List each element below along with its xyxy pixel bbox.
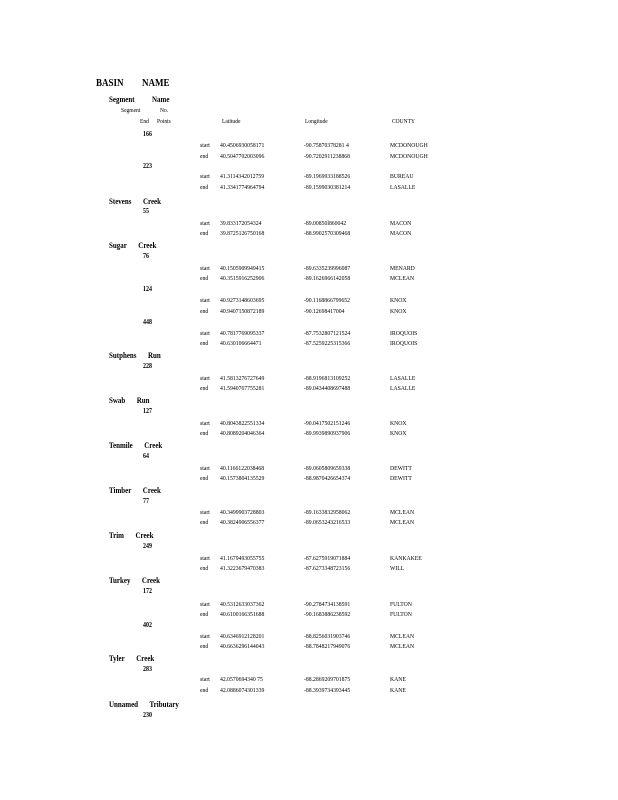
stream-type-word: Run <box>136 395 150 405</box>
longitude-value: -90.1683886238592 <box>304 611 351 618</box>
end-point-label: start <box>200 173 210 180</box>
longitude-value: -89.0653243216533 <box>304 519 351 526</box>
end-point-label: start <box>200 220 210 227</box>
stream-name <box>109 576 160 585</box>
no-label: No. <box>160 107 169 114</box>
longitude-value: -87.6275919071884 <box>304 555 351 562</box>
latitude-value: 40.1166122038468 <box>220 465 265 472</box>
stream-name-word: Turkey <box>109 575 131 585</box>
county-value: MENARD <box>390 265 415 272</box>
end-point-label: start <box>200 601 210 608</box>
county-value: KANKAKEE <box>390 555 422 562</box>
basin-header <box>96 78 124 89</box>
end-point-label: start <box>200 330 210 337</box>
county-value: KNOX <box>390 420 407 427</box>
county-value: LASALLE <box>390 184 416 191</box>
segment-label: Segment <box>109 94 135 104</box>
name-label: NAME <box>142 77 170 89</box>
segment-number: 77 <box>143 497 149 505</box>
longitude-value: -88.9902570309468 <box>304 230 351 237</box>
county-value: MCLEAN <box>390 275 415 282</box>
latitude-value: 42.0886074301339 <box>220 687 265 694</box>
latitude-value: 40.3824906556377 <box>220 519 265 526</box>
segment-name-header <box>152 95 169 104</box>
county-value: KANE <box>390 687 406 694</box>
segment-no-label: Segment <box>121 107 141 114</box>
stream-name <box>109 531 154 540</box>
end-label: End <box>140 118 149 125</box>
county-value: DEWITT <box>390 475 412 482</box>
longitude-value: -88.9870426654374 <box>304 475 351 482</box>
segment-number: 230 <box>143 711 152 719</box>
county-value: MCDONOUGH <box>390 142 428 149</box>
longitude-label: Longitude <box>305 118 328 125</box>
county-label: COUNTY <box>392 118 416 125</box>
stream-name <box>109 241 156 250</box>
segment-number: 166 <box>143 130 152 138</box>
segment-header <box>109 95 135 104</box>
county-value: KNOX <box>390 430 407 437</box>
segment-number: 402 <box>143 621 152 629</box>
stream-name-word: Sugar <box>109 240 127 250</box>
end-point-label: end <box>200 308 209 315</box>
stream-name-word: Tenmile <box>109 440 133 450</box>
stream-name-word: Unnamed <box>109 699 139 709</box>
stream-name <box>109 441 162 450</box>
longitude-value: -88.2869209701875 <box>304 676 351 683</box>
name-header <box>142 78 170 89</box>
longitude-value: -89.1969933188526 <box>304 173 351 180</box>
longitude-value: -87.7532807121524 <box>304 330 351 337</box>
stream-type-word: Creek <box>135 530 154 540</box>
latitude-value: 39.8725126750168 <box>220 230 265 237</box>
latitude-value: 40.6100166351688 <box>220 611 265 618</box>
latitude-value: 40.3515916252906 <box>220 275 265 282</box>
latitude-value: 40.9407150872189 <box>220 308 265 315</box>
points-header <box>157 119 171 126</box>
latitude-value: 41.3341774964794 <box>220 184 265 191</box>
county-value: KNOX <box>390 297 407 304</box>
latitude-value: 41.1679493055755 <box>220 555 265 562</box>
longitude-value: -89.0605809659338 <box>304 465 351 472</box>
stream-type-word: Creek <box>136 653 155 663</box>
stream-name-word: Timber <box>109 485 132 495</box>
end-point-label: end <box>200 184 209 191</box>
stream-type-word: Run <box>148 350 161 360</box>
county-value: IROQUOIS <box>390 340 418 347</box>
end-point-label: start <box>200 297 210 304</box>
longitude-value: -89.1633832958062 <box>304 509 351 516</box>
segment-number: 228 <box>143 362 152 370</box>
stream-type-word: Creek <box>141 575 160 585</box>
stream-type-word: Creek <box>138 240 157 250</box>
longitude-value: -90.7202911238868 <box>304 153 351 160</box>
points-label: Points <box>157 118 171 125</box>
end-point-label: end <box>200 385 209 392</box>
latitude-value: 40.8043822551334 <box>220 420 265 427</box>
end-point-label: start <box>200 142 210 149</box>
longitude-value: -87.5259225315366 <box>304 340 351 347</box>
end-point-label: start <box>200 375 210 382</box>
segment-number: 172 <box>143 587 152 595</box>
county-value: BUREAU <box>390 173 414 180</box>
county-value: MCLEAN <box>390 509 415 516</box>
stream-name-word: Sutphens <box>109 350 137 360</box>
county-value: LASALLE <box>390 375 416 382</box>
latitude-value: 41.3114342012759 <box>220 173 265 180</box>
end-point-label: end <box>200 643 209 650</box>
segment-number: 127 <box>143 407 152 415</box>
stream-type-word: Creek <box>142 485 161 495</box>
segment-name-label: Name <box>152 94 170 104</box>
end-point-label: start <box>200 676 210 683</box>
latitude-value: 40.5312633037362 <box>220 601 265 608</box>
segment-number: 64 <box>143 452 149 460</box>
longitude-value: -89.1626966142058 <box>304 275 351 282</box>
longitude-value: -89.1599030381214 <box>304 184 351 191</box>
stream-type-word: Creek <box>142 196 162 206</box>
county-value: DEWITT <box>390 465 412 472</box>
end-point-label: end <box>200 565 209 572</box>
county-value: KNOX <box>390 308 407 315</box>
latitude-value: 40.4506930058171 <box>220 142 265 149</box>
county-value: FULTON <box>390 611 412 618</box>
latitude-value: 42.0570694340 75 <box>220 676 263 683</box>
longitude-value: -88.8256031903746 <box>304 633 351 640</box>
longitude-value: -90.0417502151246 <box>304 420 351 427</box>
segment-number: 124 <box>143 285 152 293</box>
end-point-label: end <box>200 475 209 482</box>
end-point-label: start <box>200 420 210 427</box>
latitude-value: 40.8089204046364 <box>220 430 265 437</box>
stream-name-word: Tyler <box>109 653 125 663</box>
latitude-value: 41.5940767755281 <box>220 385 265 392</box>
no-header <box>160 108 168 115</box>
segment-number: 55 <box>143 207 149 215</box>
county-value: MCLEAN <box>390 519 415 526</box>
end-point-label: start <box>200 555 210 562</box>
stream-type-word: Tributary <box>149 699 179 709</box>
segment-number: 76 <box>143 252 149 260</box>
county-value: MCLEAN <box>390 633 415 640</box>
stream-name <box>109 197 161 206</box>
latitude-value: 39.833172054324 <box>220 220 262 227</box>
end-point-label: end <box>200 340 209 347</box>
county-value: IROQUOIS <box>390 330 418 337</box>
segment-number: 223 <box>143 162 152 170</box>
longitude-value: -90.2784734138591 <box>304 601 351 608</box>
longitude-value: -89.6335239996087 <box>304 265 351 272</box>
end-point-label: end <box>200 687 209 694</box>
stream-name <box>109 351 161 360</box>
longitude-value: -87.6273348723156 <box>304 565 351 572</box>
latitude-value: 40.5047702003096 <box>220 153 265 160</box>
longitude-value: -90.75870378281 4 <box>304 142 349 149</box>
longitude-value: -90.12698417004 <box>304 308 345 315</box>
basin-label: BASIN <box>96 77 124 89</box>
longitude-value: -88.9196813109252 <box>304 375 351 382</box>
county-value: MCLEAN <box>390 643 415 650</box>
end-point-label: start <box>200 633 210 640</box>
stream-type-word: Creek <box>144 440 163 450</box>
latitude-value: 40.6346912128201 <box>220 633 265 640</box>
latitude-value: 41.5813276727649 <box>220 375 265 382</box>
latitude-value: 40.6636296144043 <box>220 643 265 650</box>
end-point-label: start <box>200 265 210 272</box>
end-point-label: end <box>200 153 209 160</box>
end-point-label: end <box>200 519 209 526</box>
latitude-value: 40.3499903728803 <box>220 509 265 516</box>
longitude-value: -88.3939734393445 <box>304 687 351 694</box>
latitude-value: 40.7817769095337 <box>220 330 265 337</box>
end-header <box>140 119 149 126</box>
end-point-label: end <box>200 275 209 282</box>
county-value: WILL <box>390 565 405 572</box>
stream-name <box>109 396 150 405</box>
county-header <box>392 119 415 126</box>
stream-name-word: Trim <box>109 530 124 540</box>
end-point-label: start <box>200 509 210 516</box>
latitude-label: Latitude <box>222 118 241 125</box>
stream-name <box>109 486 161 495</box>
segment-no-header <box>121 108 140 115</box>
longitude-value: -89.00850l860042 <box>304 220 347 227</box>
latitude-value: 40.1573804135529 <box>220 475 265 482</box>
longitude-value: -89.9939890937906 <box>304 430 351 437</box>
end-point-label: start <box>200 465 210 472</box>
county-value: MACON <box>390 220 412 227</box>
county-value: FULTON <box>390 601 412 608</box>
stream-name-word: Stevens <box>109 196 132 206</box>
stream-name <box>109 700 179 709</box>
latitude-value: 40.630106664471 <box>220 340 262 347</box>
stream-name-word: Swab <box>109 395 126 405</box>
county-value: LASALLE <box>390 385 416 392</box>
end-point-label: end <box>200 611 209 618</box>
latitude-value: 40.1505909949415 <box>220 265 265 272</box>
segment-number: 448 <box>143 318 152 326</box>
county-value: KANE <box>390 676 406 683</box>
longitude-header <box>305 119 328 126</box>
county-value: MCDONOUGH <box>390 153 428 160</box>
longitude-value: -90.1168866799652 <box>304 297 351 304</box>
latitude-header <box>222 119 240 126</box>
end-point-label: end <box>200 430 209 437</box>
longitude-value: -89.0434408697488 <box>304 385 351 392</box>
segment-number: 283 <box>143 665 152 673</box>
latitude-value: 41.3223679470383 <box>220 565 265 572</box>
stream-name <box>109 654 154 663</box>
county-value: MACON <box>390 230 412 237</box>
latitude-value: 40.9273148603695 <box>220 297 265 304</box>
segment-number: 249 <box>143 542 152 550</box>
longitude-value: -88.7848217949076 <box>304 643 351 650</box>
end-point-label: end <box>200 230 209 237</box>
